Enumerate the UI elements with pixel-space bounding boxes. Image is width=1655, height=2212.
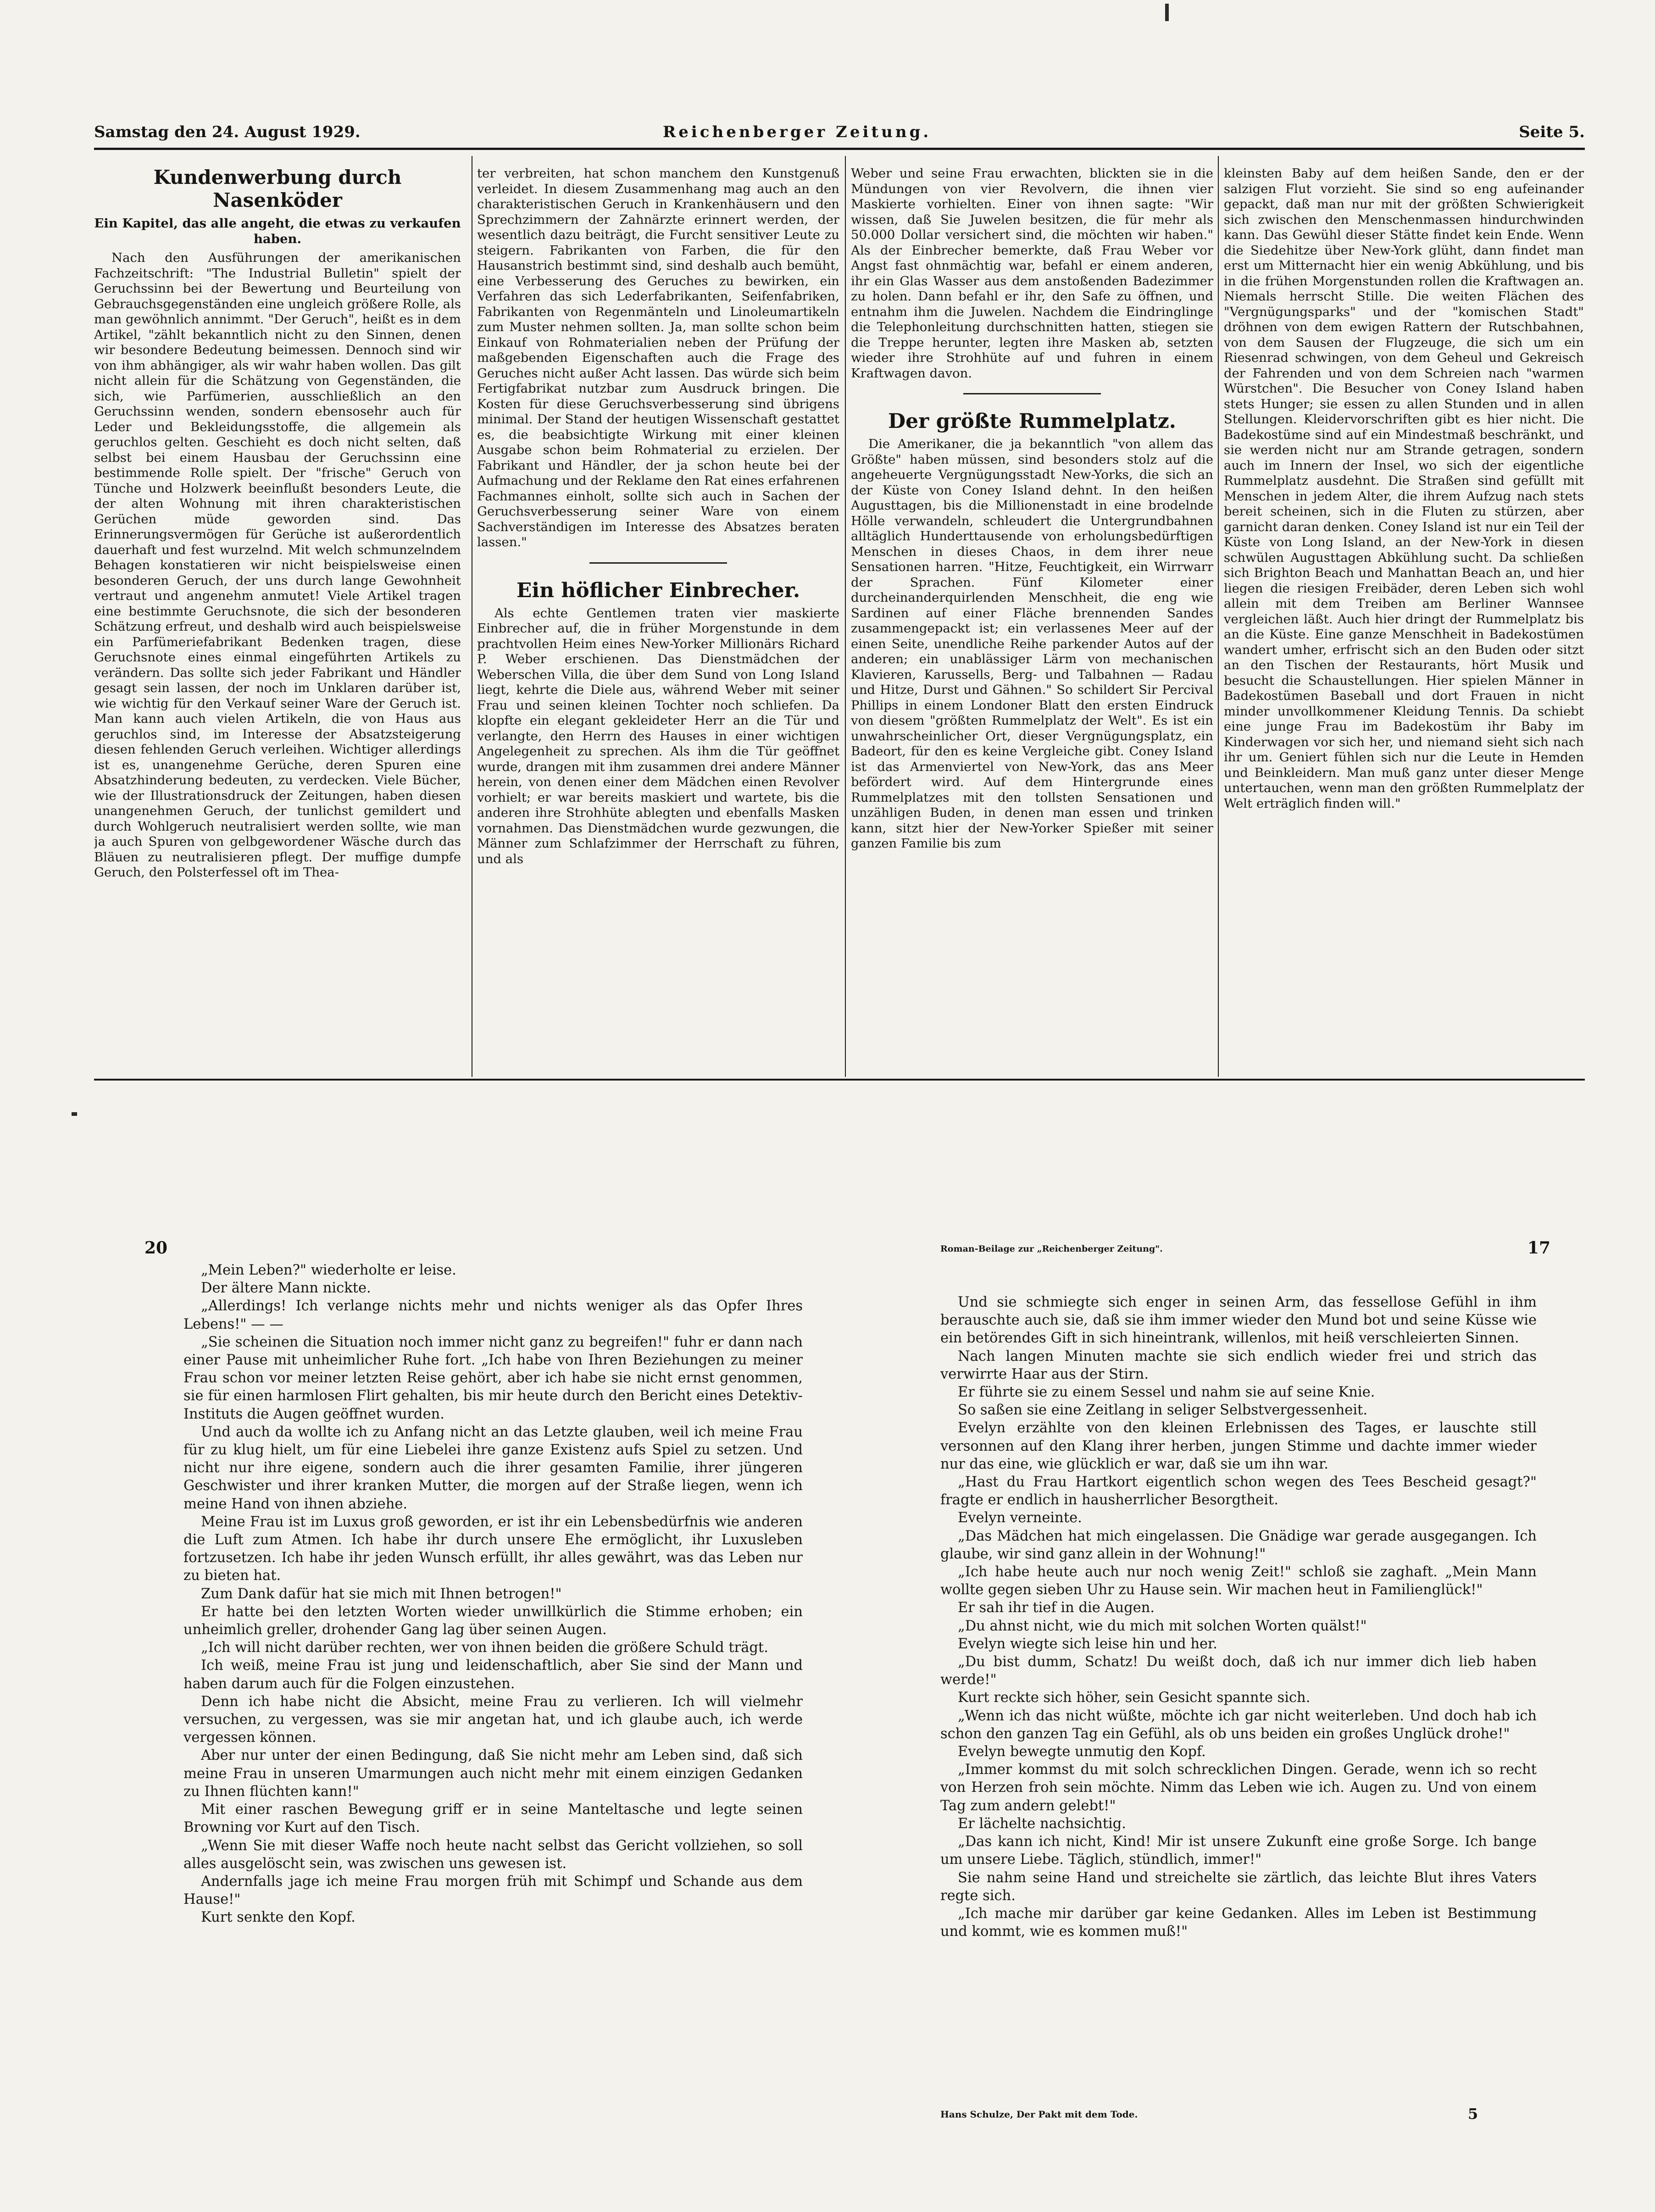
paragraph: Denn ich habe nicht die Absicht, meine Frau zu verlieren. Ich will vielmehr versuchen, zu vergessen, was sie mir angetan hat, und ich glaube auch, ich werde vergessen können. <box>183 1693 803 1746</box>
paragraph: Kurt reckte sich höher, sein Gesicht spannte sich. <box>958 1690 1311 1706</box>
paragraph: Mit einer raschen Bewegung griff er in seine Manteltasche und legte seinen Browning vor Kurt auf den Tisch. <box>183 1802 803 1836</box>
paragraph: Sie nahm seine Hand und streichelte sie zärtlich, das leichte Blut ihres Vaters regte sich. <box>940 1869 1537 1904</box>
column-divider <box>845 156 846 1077</box>
scan-mark-top <box>1165 4 1169 21</box>
lower-right-text <box>940 1293 1537 2089</box>
column-divider <box>1218 156 1219 1077</box>
article-title: Kundenwerbung durch Nasenköder <box>153 166 402 211</box>
section-bottom-rule <box>94 1079 1585 1081</box>
paragraph: „Sie scheinen die Situation noch immer nicht ganz zu begreifen!" fuhr er dann nach einer Pause mit unheimlicher Ruhe fort. „Ich habe von Ihren Beziehungen zu meiner Frau schon vor meiner letzten Reise gehört, aber ich habe sie nicht ernst genommen, sie für einen harmlosen Flirt gehalten, bis mir heute durch den Bericht eines Detektiv-Instituts die Augen geöffnet wurden. <box>183 1334 803 1422</box>
article-text: Die Amerikaner, die ja bekanntlich "von allem das Größte" haben müssen, sind besonders stolz auf die angeheuerte Vergnügungsstadt New-Yorks, die sich an der Küste von Coney Island dehnt. In den heißen Augusttagen, bis die Millionenstadt in eine brodelnde Hölle verwandeln, schleudert die Untergrundbahnen alltäglich Hunderttausende von erholungsbedürftigen Menschen in dieses Chaos, in dem ihrer neue Sensationen harren. "Hitze, Feuchtigkeit, ein Wirrwarr der Sprachen. Fünf Kilometer einer durcheinanderquirlenden Menschheit, die eng wie Sardinen auf einer Fläche brennenden Sandes zusammengepackt ist; ein verlassenes Meer auf der einen Seite, unendliche Reihe parkender Autos auf der anderen; ein unablässiger Lärm von mechanischen Klavieren, Karussells, Berg- und Talbahnen — Radau und Hitze, Durst und Gähnen." So schildert Sir Percival Phillips in einem Londoner Blatt den ersten Eindruck von diesem "größten Rummelplatz der Welt". Es ist ein unwahrscheinlicher Ort, dieser Vergnügungsplatz, ein Badeort, für den es keine Vergleiche gibt. Coney Island ist das Armenviertel von New-York, das ans Meer befördert wird. Auf dem Hintergrunde eines Rummelplatzes mit den tollsten Sensationen und unzähligen Buden, in denen man essen und trinken kann, sitzt hier der New-Yorker Spießer mit seiner ganzen Familie bis zum <box>851 437 1213 851</box>
lower-left-page-number: 20 <box>144 1238 168 1258</box>
paragraph: Evelyn erzählte von den kleinen Erlebnissen des Tages, er lauschte still versonnen auf den Klang ihrer herben, jungen Stimme und dachte immer wieder nur das eine, wie glücklich er war, daß sie um ihn war. <box>940 1420 1537 1472</box>
paragraph: „Mein Leben?" wiederholte er leise. <box>201 1262 456 1278</box>
lower-right-header: Roman-Beilage zur „Reichenberger Zeitung". <box>940 1244 1163 1254</box>
paragraph: Aber nur unter der einen Bedingung, daß Sie nicht mehr am Leben sind, daß sich meine Frau in unseren Umarmungen auch nicht mehr mit einem einzigen Gedanken zu Ihnen flüchten kann!" <box>183 1747 803 1800</box>
paragraph: Zum Dank dafür hat sie mich mit Ihnen betrogen!" <box>201 1586 562 1602</box>
article-text: kleinsten Baby auf dem heißen Sande, den er der salzigen Flut vorzieht. Sie sind so eng aufeinander gepackt, daß man nur mit der größten Schwierigkeit sich zwischen den Menschenmassen hindurchwinden kann. Das Gewühl dieser Stätte findet kein Ende. Wenn die Siedehitze über New-York glüht, dann findet man erst um Mitternacht hier ein wenig Abkühlung, und bis in die frühen Morgenstunden rollen die Kraftwagen an. Niemals herrscht Stille. Die weiten Flächen des "Vergnügungsparks" und der "komischen Stadt" dröhnen von dem ewigen Rattern der Rutschbahnen, von dem Sausen der Flugzeuge, die sich um ein Riesenrad schwingen, von dem Geheul und Gekreisch der Fahrenden und von dem Schreien nach "warmen Würstchen". Die Besucher von Coney Island haben stets Hunger; sie essen zu allen Stunden und in allen Stellungen. Kleidervorschriften gibt es hier nicht. Die Badekostüme sind auf ein Mindestmaß beschränkt, und sie werden nicht nur am Strande getragen, sondern auch im Innern der Insel, wo sich der eigentliche Rummelplatz ausdehnt. Die Straßen sind gefüllt mit Menschen in jedem Alter, die ihrem Aufzug nach stets bereit scheinen, sich in die Fluten zu stürzen, aber garnicht daran denken. Coney Island ist nur ein Teil der Küste von Long Island, an der New-York in diesen schwülen Augusttagen Abkühlung sucht. Da schließen sich Brighton Beach und Manhattan Beach an, und hier liegen die riesigen Freibäder, deren Leben sich wohl allein mit dem Treiben am Berliner Wannsee vergleichen läßt. Auch hier dringt der Rummelplatz bis an die Küste. Eine ganze Menschheit in Badekostümen wandert umher, erfrischt sich an den Buden oder sitzt an den Tischen der Restaurants, hört Musik und besucht die Schaustellungen. Hier spielen Männer in Badekostümen Baseball und dort Frauen in nicht minder unvollkommener Kleidung Tennis. Da schiebt eine junge Frau im Badekostüm ihr Baby im Kinderwagen vor sich her, und niemand sieht sich nach ihr um. Geniert fühlen sich nur die Leute in Hemden und Beinkleidern. Man muß ganz unter dieser Menge untertauchen, wenn man den größten Rummelplatz der Welt erträglich finden will." <box>1224 166 1584 811</box>
article-separator <box>963 393 1101 394</box>
page-header <box>94 123 1585 146</box>
paragraph: „Das kann ich nicht, Kind! Mir ist unsere Zukunft eine große Sorge. Ich bange um unsere Liebe. Täglich, stündlich, immer!" <box>940 1834 1537 1868</box>
paragraph: Er sah ihr tief in die Augen. <box>958 1600 1155 1616</box>
paragraph: Evelyn wiegte sich leise hin und her. <box>958 1635 1217 1652</box>
paragraph: Er hatte bei den letzten Worten wieder unwillkürlich die Stimme erhoben; ein unheimlich greller, drohender Gang lag über seinen Augen. <box>183 1603 803 1638</box>
article-title: Der größte Rummelplatz. <box>888 410 1176 433</box>
paragraph: „Wenn ich das nicht wüßte, möchte ich gar nicht weiterleben. Und doch hab ich schon den ganzen Tag ein Gefühl, als ob uns beiden ein großes Unglück drohe!" <box>940 1708 1537 1742</box>
paragraph: „Ich mache mir darüber gar keine Gedanken. Alles im Leben ist Bestimmung und kommt, wie es kommen muß!" <box>940 1905 1537 1940</box>
paragraph: Kurt senkte den Kopf. <box>201 1909 355 1926</box>
paragraph: „Das Mädchen hat mich eingelassen. Die Gnädige war gerade ausgegangen. Ich glaube, wir sind ganz allein in der Wohnung!" <box>940 1528 1537 1562</box>
lower-right-footer-number: 5 <box>1468 2105 1478 2123</box>
paragraph: Evelyn verneinte. <box>958 1510 1082 1526</box>
article-text: Nach den Ausführungen der amerikanischen Fachzeitschrift: "The Industrial Bulletin" spielt der Geruchssinn bei der Bewertung und Beurteilung von Gebrauchsgegenständen eine ungleich größere Rolle, als man gewöhnlich annimmt. "Der Geruch", heißt es in dem Artikel, "zählt bekanntlich nicht zu den Sinnen, denen wir besondere Bedeutung beimessen. Dennoch sind wir von ihm abhängiger, als wir wahr haben wollen. Das gilt nicht allein für die Schätzung von Gegenständen, die sich, wie Parfümerien, ausschließlich an den Geruchssinn wenden, sondern ebensosehr auch für Leder und Bekleidungsstoffe, die allgemein als geruchlos gelten. Geschieht es doch nicht selten, daß selbst bei einem Hausbau der Geruchssinn eine bestimmende Rolle spielt. Der "frische" Geruch von Tünche und Holzwerk beeinflußt besonders Leute, die der alten Wohnung mit ihren charakteristischen Gerüchen müde geworden sind. Das Erinnerungsvermögen für Gerüche ist außerordentlich dauerhaft und fest wurzelnd. Mit welch schmunzelndem Behagen konstatieren wir nicht beispielsweise einen besonderen Geruch, der uns durch lange Gewohnheit vertraut und angenehm anmutet! Viele Artikel tragen eine bestimmte Geruchsnote, die sich der besonderen Schätzung erfreut, und deshalb wird auch beispielsweise ein Parfümeriefabrikant Bedenken tragen, diese Geruchsnote eines einmal eingeführten Artikels zu verändern. Das sollte sich jeder Fabrikant und Händler gesagt sein lassen, der noch im Unklaren darüber ist, wie wichtig für den Verkauf seiner Ware der Geruch ist. Man kann auch vielen Artikeln, die von Haus aus geruchlos sind, im Interesse der Absatzsteigerung diesen fehlenden Geruch verleihen. Wichtiger allerdings ist es, unangenehme Gerüche, deren Spuren eine Absatzhinderung bedeuten, zu verdecken. Viele Bücher, wie der Illustrationsdruck der Zeitungen, haben diesen unangenehmen Geruch, der tunlichst gemildert und durch Wohlgeruch neutralisiert werden sollte, wie man ja auch Spuren von gelbgewordener Wäsche durch das Bläuen zu neutralisieren pflegt. Der muffige dumpfe Geruch, den Polsterfessel oft im Thea- <box>94 250 461 880</box>
article-text: ter verbreiten, hat schon manchem den Kunstgenuß verleidet. In diesem Zusammenhang mag auch an den charakteristischen Geruch in Krankenhäusern und den Sprechzimmern der Zahnärzte erinnert werden, der wesentlich dazu beiträgt, die Furcht sensitiver Leute zu steigern. Fabrikanten von Farben, die für den Hausanstrich bestimmt sind, sind deshalb auch bemüht, eine Verbesserung des Geruches zu bewirken, ein Verfahren das sich Lederfabrikanten, Seifenfabriken, Fabrikanten von Regenmänteln und Linoleumartikeln zum Muster nehmen sollten. Ja, man sollte schon beim Einkauf von Rohmaterialien neben der Prüfung der maßgebenden Eigenschaften auch die Frage des Geruches nicht außer Acht lassen. Das würde sich beim Fertigfabrikat nutzbar zum Ausdruck bringen. Die Kosten für diese Geruchsverbesserung sind übrigens minimal. Der Stand der heutigen Wissenschaft gestattet es, die beabsichtigte Wirkung mit einer kleinen Ausgabe schon beim Rohmaterial zu erzielen. Der Fabrikant und Händler, der ja schon heute bei der Aufmachung und der Reklame den Rat eines erfahrenen Fachmannes einholt, sollte sich auch in Sachen der Geruchsverbesserung seiner Ware von einem Sachverständigen im Interesse des Absatzes beraten lassen." <box>477 166 839 549</box>
lower-right-page-number: 17 <box>1527 1238 1551 1258</box>
paragraph: „Ich habe heute auch nur noch wenig Zeit!" schloß sie zaghaft. „Mein Mann wollte gegen sieben Uhr zu Hause sein. Wir machen heut in Familienglück!" <box>940 1564 1537 1598</box>
header-date: Samstag den 24. August 1929. <box>94 123 361 141</box>
paragraph: Er führte sie zu einem Sessel und nahm sie auf seine Knie. <box>958 1384 1375 1401</box>
lower-right-footer: Hans Schulze, Der Pakt mit dem Tode. <box>940 2109 1138 2120</box>
paragraph: „Du bist dumm, Schatz! Du weißt doch, daß ich nur immer dich lieb haben werde!" <box>940 1654 1537 1688</box>
header-rule <box>94 148 1585 150</box>
paragraph: „Allerdings! Ich verlange nichts mehr und nichts weniger als das Opfer Ihres Lebens!" — — <box>183 1298 803 1332</box>
lower-left-text <box>183 1261 803 2059</box>
paragraph: „Ich will nicht darüber rechten, wer von ihnen beiden die größere Schuld trägt. <box>201 1640 768 1656</box>
column-1 <box>94 166 461 1073</box>
header-newspaper-title: Reichenberger Zeitung. <box>663 123 932 141</box>
article-text: Als echte Gentlemen traten vier maskierte Einbrecher auf, die in früher Morgenstunde in dem prachtvollen Heim eines New-Yorker Millionärs Richard P. Weber erschienen. Das Dienstmädchen der Weberschen Villa, die über dem Sund von Long Island liegt, kehrte die Diele aus, während Weber mit seiner Frau und seinen kleinen Tochter noch schliefen. Da klopfte ein elegant gekleideter Herr an die Tür und verlangte, den Herrn des Hauses in einer wichtigen Angelegenheit zu sprechen. Als ihm die Tür geöffnet wurde, drangen mit ihm zusammen drei andere Männer herein, von denen einer dem Mädchen einen Revolver vorhielt; er war bereits maskiert und wartete, bis die anderen ihre Strohhüte ablegten und ebenfalls Masken vornahmen. Das Dienstmädchen wurde gezwungen, die Männer zum Schlafzimmer der Herrschaft zu führen, und als <box>477 605 839 866</box>
paragraph: „Wenn Sie mit dieser Waffe noch heute nacht selbst das Gericht vollziehen, so soll alles ausgelöscht sein, was zwischen uns gewesen ist. <box>183 1837 803 1872</box>
column-2 <box>477 166 839 1073</box>
paragraph: Der ältere Mann nickte. <box>201 1280 371 1297</box>
article-title: Ein höflicher Einbrecher. <box>516 578 800 602</box>
column-4 <box>1224 166 1584 1073</box>
paragraph: „Hast du Frau Hartkort eigentlich schon wegen des Tees Bescheid gesagt?" fragte er endlich in hausherrlicher Besorgtheit. <box>940 1474 1537 1508</box>
article-separator <box>589 562 727 564</box>
paragraph: Meine Frau ist im Luxus groß geworden, er ist ihr ein Lebensbedürfnis wie anderen die Luft zum Atmen. Ich habe ihr durch unsere Ehe ermöglicht, ihr Luxusleben fortzusetzen. Ich habe ihr jeden Wunsch erfüllt, ihr alles gewährt, was das Leben nur zu bieten hat. <box>183 1513 803 1584</box>
header-page-number: Seite 5. <box>1519 123 1585 141</box>
paragraph: So saßen sie eine Zeitlang in seliger Selbstvergessenheit. <box>958 1402 1368 1419</box>
article-text: Weber und seine Frau erwachten, blickten sie in die Mündungen von vier Revolvern, die ihnen vier Maskierte vorhielten. Einer von ihnen sagte: "Wir wissen, daß Sie Juwelen besitzen, die für mehr als 50.000 Dollar versichert sind, die möchten wir haben." Als der Einbrecher bemerkte, daß Frau Weber vor Angst fast ohnmächtig war, befahl er einem anderen, ihr ein Glas Wasser aus dem anstoßenden Badezimmer zu holen. Dann befahl er ihr, den Safe zu öffnen, und entnahm ihm die Juwelen. Nachdem die Eindringlinge die Telephonleitung durchschnitten hatten, stiegen sie die Treppe herunter, legten ihre Masken ab, setzten wieder ihre Strohhüte auf und fuhren in einem Kraftwagen davon. <box>851 166 1213 381</box>
paragraph: „Immer kommst du mit solch schrecklichen Dingen. Gerade, wenn ich so recht von Herzen froh sein möchte. Nimm das Leben wie ich. Augen zu. Und von einem Tag zum andern gelebt!" <box>940 1762 1537 1814</box>
paragraph: Und auch da wollte ich zu Anfang nicht an das Letzte glauben, weil ich meine Frau für zu klug hielt, um für eine Liebelei ihre ganze Existenz aufs Spiel zu setzen. Und nicht nur ihre eigene, sondern auch die ihrer gesamten Familie, ihrer jüngeren Geschwister und ihrer kranken Mutter, die morgen auf der Straße liegen, wenn ich meine Hand von ihnen abziehe. <box>183 1424 803 1512</box>
paragraph: Und sie schmiegte sich enger in seinen Arm, das fessellose Gefühl in ihm berauschte auch sie, daß sie ihm immer wieder den Mund bot und seine Küsse wie ein betörendes Gift in sich hineintrank, willenlos, mit heiß verschleierten Sinnen. <box>940 1294 1537 1347</box>
paragraph: Ich weiß, meine Frau ist jung und leidenschaftlich, aber Sie sind der Mann und haben darum auch für die Folgen einzustehen. <box>183 1658 803 1692</box>
column-3 <box>851 166 1213 1073</box>
paragraph: Er lächelte nachsichtig. <box>958 1815 1126 1832</box>
scan-mark-left <box>72 1112 77 1116</box>
paragraph: Andernfalls jage ich meine Frau morgen früh mit Schimpf und Schande aus dem Hause!" <box>183 1873 803 1908</box>
paragraph: „Du ahnst nicht, wie du mich mit solchen Worten quälst!" <box>958 1618 1367 1634</box>
paragraph: Nach langen Minuten machte sie sich endlich wieder frei und strich das verwirrte Haar aus der Stirn. <box>940 1348 1537 1382</box>
article-subtitle: Ein Kapitel, das alle angeht, die etwas zu verkaufen haben. <box>94 216 461 246</box>
paragraph: Evelyn bewegte unmutig den Kopf. <box>958 1744 1206 1760</box>
